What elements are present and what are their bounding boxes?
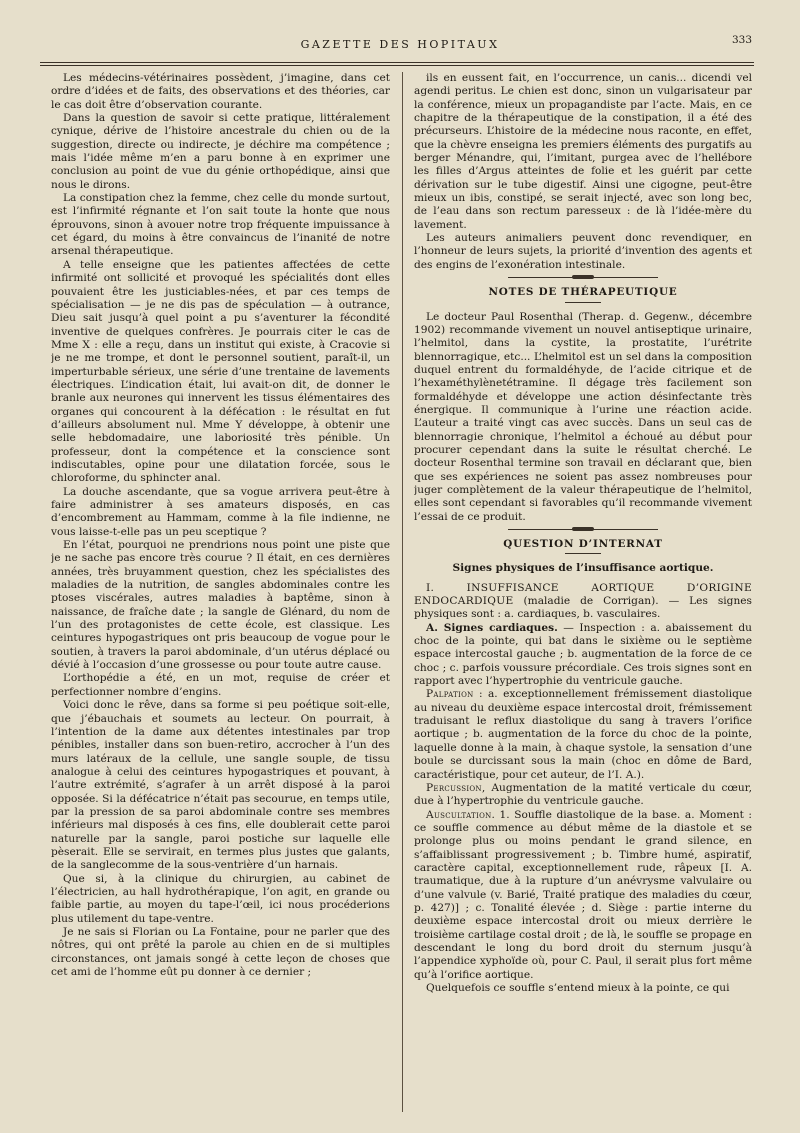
paragraph: Les auteurs animaliers peuvent donc revendiquer, en l’honneur de leurs sujets, la priorité d’invention des agents et des engins de l’exonération intestinale.: [414, 232, 752, 271]
title-underline: [565, 553, 601, 554]
subsection-lead: Palpation: [426, 688, 474, 701]
page-header: [0, 34, 800, 54]
text-run: . 1. Souffle diastolique de la base. a. Moment : ce souffle commence au début même de la diastole et se prolonge plus ou moins pendant le grand silence, en s’affaiblissant progressivement ; b. Timbre humé, aspiratif, caractère capital, exceptionnellement rude, râpeux [I. A. traumatique, due à la rupture d’un anévrysme valvulaire ou d’une valvule (v. Barié, Traité pratique des maladies du cœur, p. 427)] ; c. Tonalité élevée ; d. Siège : partie interne du deuxième espace intercostal droit ou mieux derrière le troisième cartilage costal droit ; de là, le souffle se propage en descendant le long du bord droit du sternum jusqu’à l’appendice xyphoïde où, pour C. Paul, il serait plus fort même qu’à l’orifice aortique.: [414, 808, 752, 981]
paragraph: A telle enseigne que les patientes affectées de cette infirmité ont sollicité et provoqué les spécialités dont elles pouvaient être les justiciables-nées, et par ces temps de spécialisation — je ne dis pas de spéculation — à outrance, Dieu sait jusqu’à quel point a pu s’aventurer la fécondité inventive de quelques confrères. Je pourrais citer le cas de Mme X : elle a reçu, dans un institut qui existe, à Cracovie si je ne me trompe, et dont le personnel soutient, paraît-il, un imperturbable sérieux, une série d’une trentaine de lavements électriques. L’indication était, lui avait-on dit, de donner le branle aux neurones qui innervent les tissus élémentaires des organes qui concourent à la défécation : le résultat en fut d’ailleurs absolument nul. Mme Y développe, à obtenir une selle hebdomadaire, une laboriosité très pénible. Un professeur, dont la compétence et la conscience sont indiscutables, opine pour une dilatation forcée, sous le chloroforme, du sphincter anal.: [51, 258, 390, 485]
subsection-lead: Auscultation: [426, 808, 492, 821]
section-subtitle: Signes physiques de l’insuffisance aortique.: [452, 562, 714, 575]
paragraph: [414, 688, 752, 781]
paragraph: ils en eussent fait, en l’occurrence, un canis... dicendi vel agendi peritus. Le chien est donc, sinon un vulgarisateur par la conférence, mieux un propagandiste par l’acte. Mais, en ce chapitre de la thérapeutique de la constipation, il a été des précurseurs. L’histoire de la médecine nous raconte, en effet, que la chèvre enseigna les premiers éléments des purgatifs au berger Ménandre, qui, l’imitant, purgea avec de l’hellébore les filles d’Argus atteintes de folie et les guérit par cette dérivation sur le tube digestif. Ainsi une cigogne, peut-être mieux un ibis, constipé, se serait injecté, avec son long bec, de l’eau dans son rectum paresseux : de là l’idée-mère du lavement.: [414, 72, 752, 231]
paragraph: La douche ascendante, que sa vogue arrivera peut-être à faire administrer à ses amateurs disposés, en cas d’encombrement au Hammam, comme à la file indienne, ne vous laisse-t-elle pas un peu sceptique ?: [51, 485, 390, 538]
text-run: (maladie de Corrigan). — Les signes physiques sont : a. cardiaques, b. vasculaires.: [414, 595, 752, 621]
paragraph: La constipation chez la femme, chez celle du monde surtout, est l’infirmité régnante et l’on sait toute la honte que nous éprouvons, sinon à avouer notre trop fréquente impuissance à cet égard, du moins à être convaincus de l’inanité de notre arsenal thérapeutique.: [51, 192, 390, 258]
column-divider: [402, 72, 403, 1112]
paragraph: [414, 809, 752, 982]
paragraph: [414, 582, 752, 622]
paragraph: Voici donc le rêve, dans sa forme si peu poétique soit-elle, que j’ébauchais et soumets au lecteur. On pourrait, à l’intention de la dame aux détentes intestinales par trop pénibles, installer dans son buen-retiro, accrocher à l’un des murs latéraux de la cellule, une sangle souple, de tissu analogue à celui des ceintures hypogastriques et pouvant, à l’autre extrémité, s’agrafer à un arrêt disposé à la paroi opposée. Si la défécatrice n’était pas secourue, en temps utile, par la pression de sa paroi abdominale contre ses membres inférieurs mal disposés à ces fins, elle doublerait cette paroi naturelle par la sangle, paroi postiche sur laquelle elle pèserait. Elle se servirait, en termes plus justes que galants, de la sanglecomme de la sous-ventrière d’un harnais.: [51, 699, 390, 872]
page-number: 333: [731, 34, 752, 46]
section-separator: [508, 277, 658, 280]
subsection-lead: Percussion: [426, 781, 482, 794]
text-run: : a. exceptionnellement frémissement diastolique au niveau du deuxième espace intercostal droit, frémissement traduisant le reflux diastolique du sang à travers l’orifice aortique ; b. augmentation de la force du choc de la pointe, laquelle donne à la main, à chaque systole, la sensation d’une boule se durcissant sous la main (choc en dôme de Bard, caractéristique, pour cet auteur, de l’I. A.).: [414, 688, 752, 781]
text-run: , Augmentation de la matité verticale du cœur, due à l’hypertrophie du ventricule gauche.: [414, 781, 752, 808]
section-title-question: QUESTION D’INTERNAT: [503, 538, 663, 550]
paragraph: Dans la question de savoir si cette pratique, littéralement cynique, dérive de l’histoire ancestrale du chien ou de la suggestion, directe ou indirecte, je déchire ma compétence ; mais l’idée même m’en a paru bonne à en exprimer une conclusion au point de vue du génie orthopédique, ainsi que nous le dirons.: [51, 112, 390, 191]
paragraph: Que si, à la clinique du chirurgien, au cabinet de l’électricien, au hall hydrothérapique, l’on agit, en grande ou faible partie, au moyen du tape-l’œil, ici nous procéderions plus utilement du tape-ventre.: [51, 872, 390, 925]
running-title: GAZETTE DES HOPITAUX: [300, 38, 500, 51]
left-column: [51, 72, 390, 1117]
header-rule-second: [40, 65, 754, 66]
paragraph: [414, 782, 752, 809]
header-rule: [40, 62, 754, 63]
paragraph: En l’état, pourquoi ne prendrions nous point une piste que je ne sache pas encore très courue ? Il était, en ces dernières années, très bruyamment question, chez les spécialistes des maladies de la nutrition, de sangles abdominales contre les ptoses viscérales, autres maladies à baptême, sinon à naissance, de fraîche date ; la sangle de Glénard, du nom de l’un des protagonistes de cette école, est classique. Les ceintures hypogastriques ont pris beaucoup de vogue pour le soutien, à travers la paroi abdominale, d’un utérus déplacé ou dévié à l’occasion d’une grossesse ou pour toute autre cause.: [51, 539, 390, 672]
paragraph: Le docteur Paul Rosenthal (Therap. d. Gegenw., décembre 1902) recommande vivement un nouvel antiseptique urinaire, l’helmitol, dans la cystite, la prostatite, l’urétrite blennorragique, etc... L’helmitol est un sel dans la composition duquel entrent du formaldéhyde, de l’acide citrique et de l’hexaméthylènetétramine. Il dégage très facilement son formaldéhyde et développe une action désinfectante très énergique. Il communique à l’urine une réaction acide. L’auteur a traité vingt cas avec succès. Dans un seul cas de blennorragie chronique, l’helmitol a échoué au début pour procurer cependant dans la suite le résultat cherché. Le docteur Rosenthal termine son travail en déclarant que, bien que ses expériences ne soient pas assez nombreuses pour juger complètement de la valeur thérapeutique de l’helmitol, elles sont cependant si favorables qu’il recommande vivement l’essai de ce produit.: [414, 310, 752, 523]
section-separator: [508, 529, 658, 532]
paragraph: Quelquefois ce souffle s’entend mieux à la pointe, ce qui: [426, 982, 730, 994]
paragraph: Les médecins-vétérinaires possèdent, j’imagine, dans cet ordre d’idées et de faits, des observations et des théories, car le cas doit être d’observation courante.: [51, 72, 390, 111]
section-title-notes: NOTES DE THÉRAPEUTIQUE: [488, 286, 678, 299]
paragraph: [414, 622, 752, 689]
title-underline: [565, 302, 601, 303]
subsection-lead: I. INSUFFISANCE AORTIQUE D’ORIGINE ENDOCARDIQUE: [414, 581, 752, 608]
subsection-lead: A. Signes cardiaques.: [426, 621, 558, 634]
text-run: — Inspection : a. abaissement du choc de la pointe, qui bat dans le sixième ou le septième espace intercostal gauche ; b. augmentation de la force de ce choc ; c. parfois voussure précordiale. Ces trois signes sont en rapport avec l’hypertrophie du ventricule gauche.: [414, 621, 752, 688]
right-column: [414, 72, 752, 1117]
paragraph: Je ne sais si Florian ou La Fontaine, pour ne parler que des nôtres, qui ont prêté la parole au chien en de si multiples circonstances, ont jamais songé à cette leçon de choses que cet ami de l’homme eût pu donner à ce dernier ;: [51, 926, 390, 979]
paragraph: L’orthopédie a été, en un mot, requise de créer et perfectionner nombre d’engins.: [51, 672, 390, 698]
